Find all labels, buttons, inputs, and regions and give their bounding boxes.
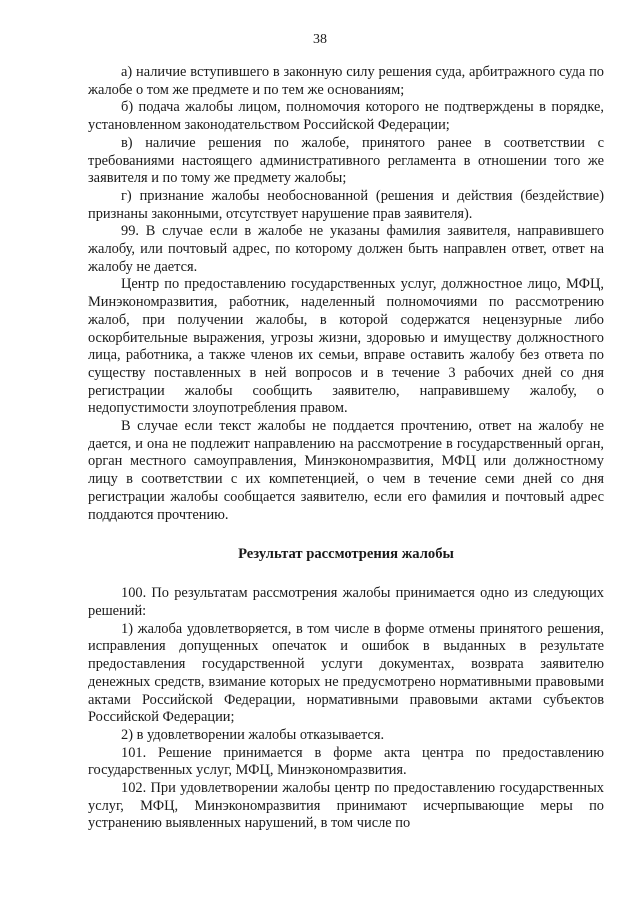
paragraph-100-item-2: 2) в удовлетворении жалобы отказывается. [121,726,385,743]
paragraph-101: 101. Решение принимается в форме акта центра по предоставлению государственных услуг, МФЦ, Минэкономразвития. [88,744,604,779]
paragraph-g: г) признание жалобы необоснованной (решения и действия (бездействие) признаны законными, отсутствует нарушение прав заявителя). [88,187,604,222]
section-heading: Результат рассмотрения жалобы [238,546,454,563]
paragraph-unreadable-complaint: В случае если текст жалобы не поддается прочтению, ответ на жалобу не дается, и она не подлежит направлению на рассмотрение в государственный орган, орган местного самоуправления, Минэкономразвития, МФЦ или должностному лицу в соответствии с их компетенцией, о чем в течение семи дней со дня регистрации жалобы сообщается заявителю, если его фамилия и почтовый адрес поддаются прочтению. [88,418,604,523]
paragraph-b: б) подача жалобы лицом, полномочия которого не подтверждены в порядке, установленном законодательством Российской Федерации; [88,99,604,134]
paragraph-offensive-complaint: Центр по предоставлению государственных услуг, должностное лицо, МФЦ, Минэкономразвития, работник, наделенный полномочиями по рассмотрению жалоб, при получении жалобы, в которой содержатся нецензурные либо оскорбительные выражения, угрозы жизни, здоровью и имуществу должностного лица, работника, а также членов их семьи, вправе оставить жалобу без ответа по существу поставленных в ней вопросов и в течение 3 рабочих дней со дня регистрации жалобы сообщить заявителю, направившему жалобу, о недопустимости злоупотребления правом. [88,276,604,417]
paragraph-100: 100. По результатам рассмотрения жалобы принимается одно из следующих решений: [88,585,604,619]
paragraph-99: 99. В случае если в жалобе не указаны фамилия заявителя, направившего жалобу, или почтовый адрес, по которому должен быть направлен ответ, ответ на жалобу не дается. [88,223,604,275]
paragraph-102: 102. При удовлетворении жалобы центр по предоставлению государственных услуг, МФЦ, Минэкономразвития принимают исчерпывающие меры по устранению выявленных нарушений, в том числе по [88,780,604,832]
paragraph-v: в) наличие решения по жалобе, принятого ранее в соответствии с требованиями настоящего административного регламента в отношении того же заявителя и по тому же предмету жалобы; [88,134,604,187]
paragraph-100-item-1: 1) жалоба удовлетворяется, в том числе в форме отмены принятого решения, исправления допущенных опечаток и ошибок в выданных в результате предоставления государственной услуги документах, возврата заявителю денежных средств, взимание которых не предусмотрено нормативными правовыми актами Российской Федерации, нормативными правовыми актами субъектов Российской Федерации; [88,620,604,726]
document-body [88,64,604,833]
paragraph-a: а) наличие вступившего в законную силу решения суда, арбитражного суда по жалобе о том же предмете и по тем же основаниям; [88,64,604,98]
page-number: 38 [313,32,327,47]
